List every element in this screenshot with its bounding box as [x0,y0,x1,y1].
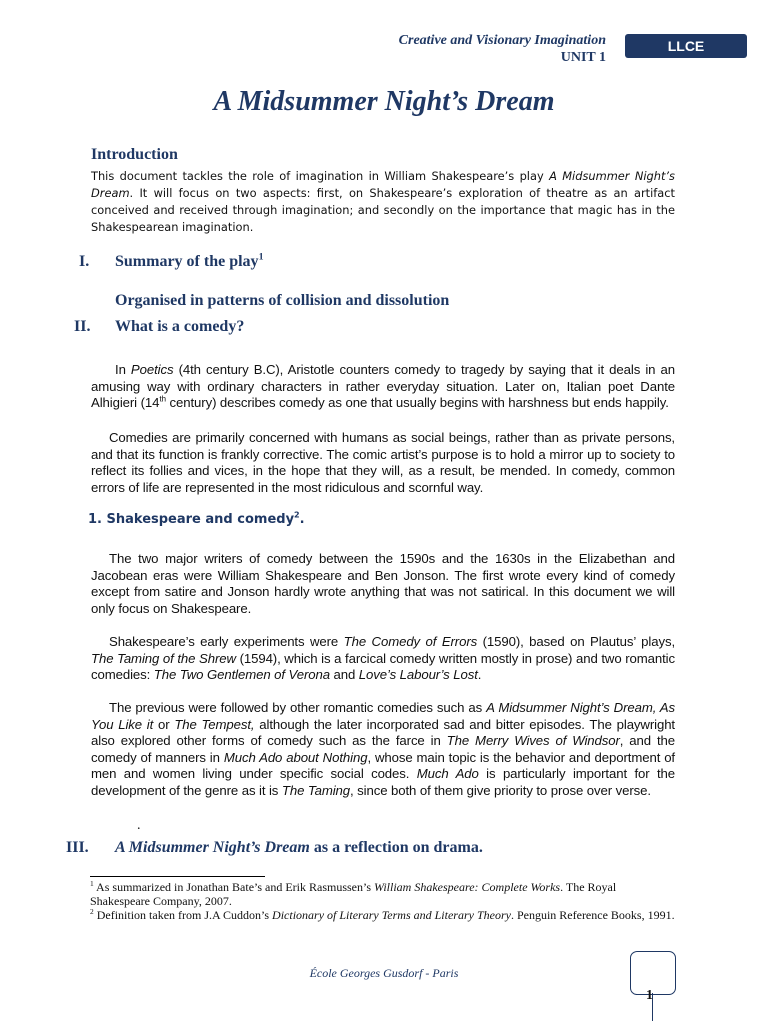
header-unit-number: UNIT 1 [560,50,606,65]
major-writers-paragraph: The two major writers of comedy between the 1590s and the 1630s in the Elizabethan and Jacobean eras were William Shakespeare and Ben Jonson. The first wrote every kind of comedy except from satire and Jonson hardly wrote anything that was not satirical. In this document we will only focus on Shakespeare. [91,551,675,616]
early-experiments-paragraph: Shakespeare’s early experiments were The Comedy of Errors (1590), based on Plautus’ plays, The Taming of the Shrew (1594), which is a farcical comedy written mostly in prose) and two romantic comedies: The Two Gentlemen of Verona and Love’s Labour’s Lost. [91,634,676,683]
subsection-shakespeare-comedy: 1. Shakespeare and comedy$^2$. [88,510,305,527]
footnote-divider [90,876,265,877]
introduction-paragraph: This document tackles the role of imagination in William Shakespeare’s play A Midsummer Night’s Dream. It will focus on two aspects: first, on Shakespeare’s exploration of theatre as an artifact conceived and received through imagination; and secondly on the importance that magic has in the Shakespearean imagination. [91,169,675,234]
document-title: A Midsummer Night’s Dream [213,86,555,117]
llce-badge: LLCE [625,34,747,58]
stray-dot: . [137,818,141,833]
footnote-1: $^1$ As summarized in Jonathan Bate’s and Erik Rasmussen’s William Shakespeare: Complete Works. The Royal Shakespeare Company, 2007. [90,879,617,908]
footnotes [90,880,676,922]
introduction-heading: Introduction [91,146,178,163]
comedy-definition-paragraph: In Poetics (4th century B.C), Aristotle counters comedy to tragedy by saying that it deals in an amusing way with ordinary characters in rather everyday situation. Later on, Italian poet Dante Alhigieri (14th century) describes comedy as one that usually begins with harshness but ends happily. [91,362,675,411]
footnote-2: $^2$ Definition taken from J.A Cuddon’s Dictionary of Literary Terms and Literary Theory. Penguin Reference Books, 1991. [90,907,675,922]
header-unit-theme: Creative and Visionary Imagination [398,33,606,48]
romantic-comedies-paragraph: The previous were followed by other romantic comedies such as A Midsummer Night’s Dream, As You Like it or The Tempest, although the later incorporated sad and bitter episodes. The playwright also explored other forms of comedy such as the farce in The Merry Wives of Windsor, and the comedy of manners in Much Ado about Nothing, whose main topic is the behavior and deportment of men and women living under specific social codes. Much Ado is particularly important for the development of the genre as it is The Taming, since both of them give priority to prose over verse. [91,700,676,798]
page-number: 1 [646,988,653,1003]
comedy-function-paragraph: Comedies are primarily concerned with humans as social beings, rather than as private persons, and that its function is frankly corrective. The comic artist’s purpose is to hold a mirror up to society to reflect its follies and vices, in the hope that they will, as a result, be mended. In comedy, common errors of life are represented in the most ridiculous and scornful way. [91,430,675,495]
footer-school-name: École Georges Gusdorf - Paris [309,966,459,980]
page-number-frame [630,951,676,995]
